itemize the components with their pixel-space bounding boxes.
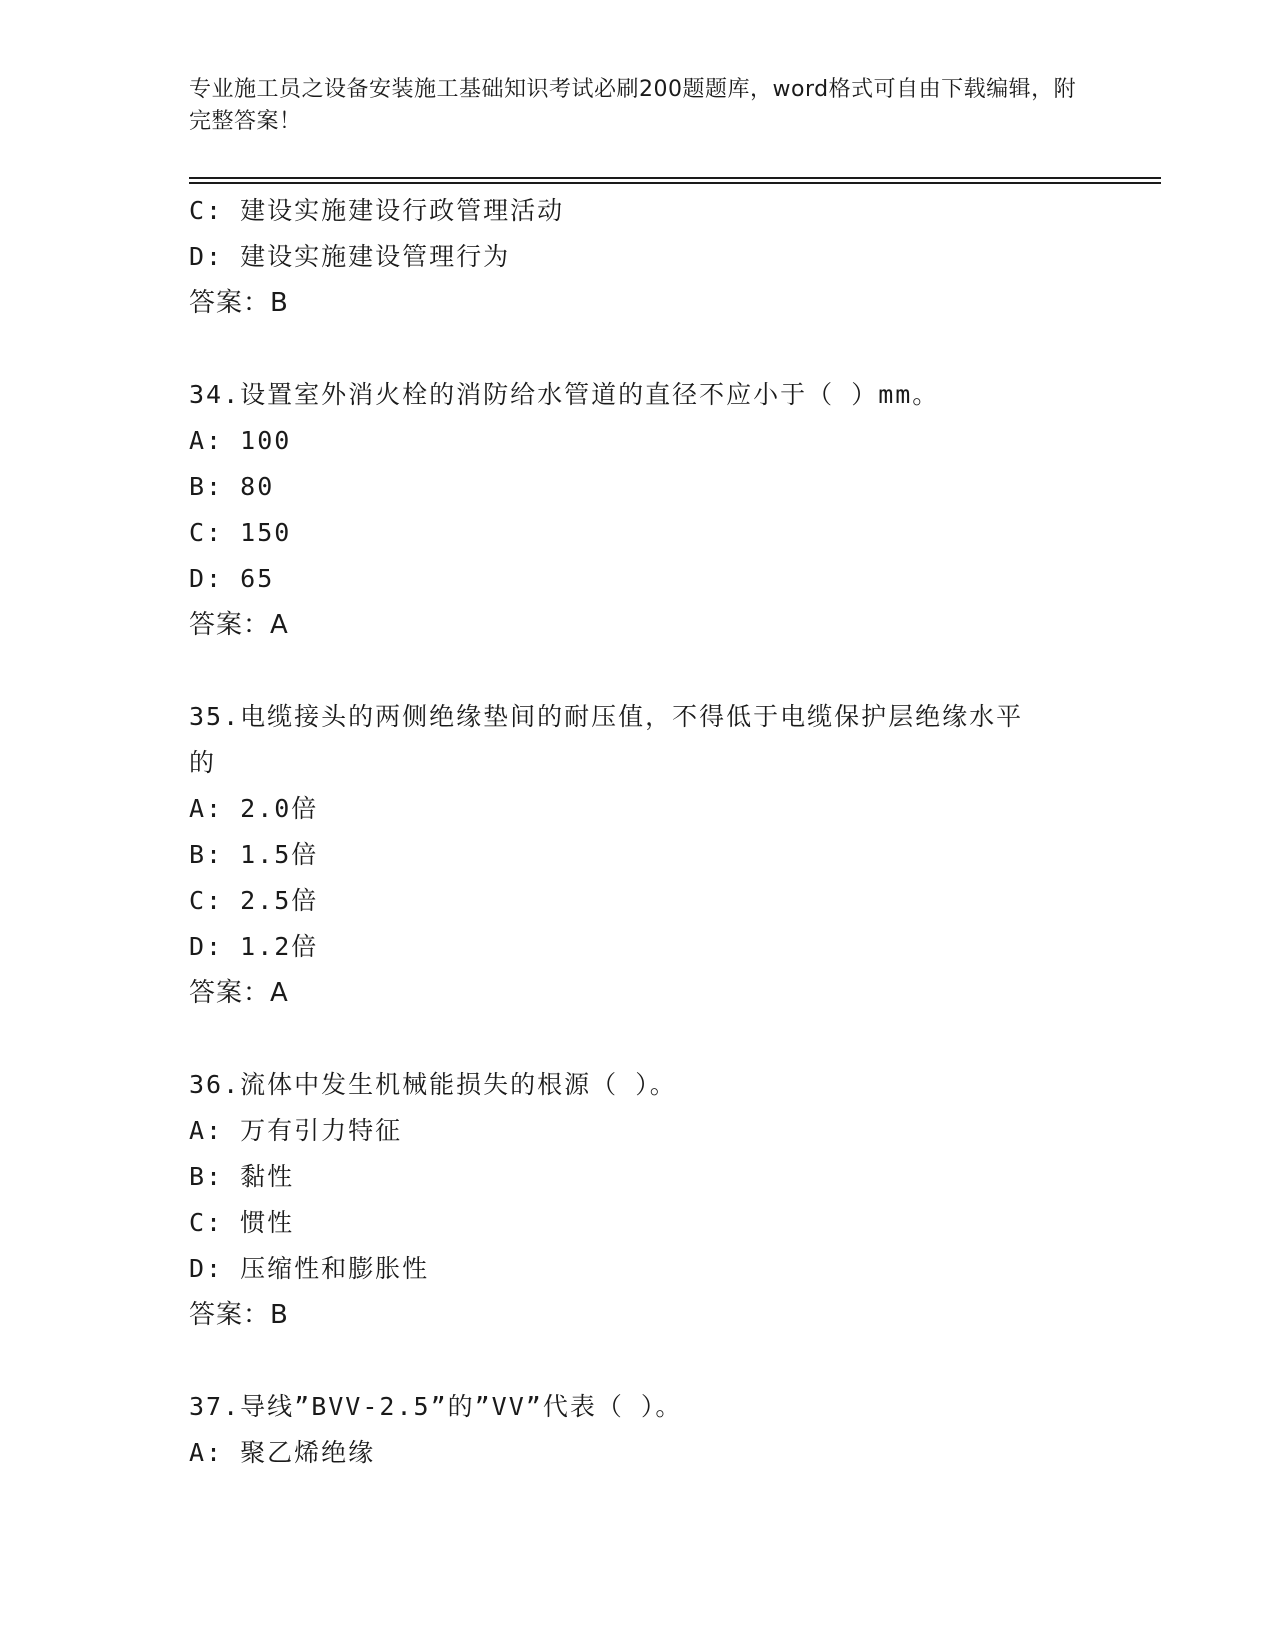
- question-stem: 34.设置室外消火栓的消防给水管道的直径不应小于（ ）mm。: [189, 380, 940, 409]
- header-divider-top: [189, 177, 1161, 179]
- option-d: D: 65: [189, 564, 275, 593]
- option-c: C: 惯性: [189, 1208, 295, 1237]
- document-header: [189, 74, 1089, 138]
- option-b: B: 80: [189, 472, 275, 501]
- option-b: B: 1.5倍: [189, 840, 319, 869]
- option-c: C: 建设实施建设行政管理活动: [189, 196, 565, 225]
- question-37: [189, 1384, 1109, 1476]
- spacer: [189, 648, 1109, 694]
- spacer: [189, 326, 1109, 372]
- option-a: A: 2.0倍: [189, 794, 319, 823]
- question-list: [189, 188, 1109, 1476]
- option-d: D: 1.2倍: [189, 932, 319, 961]
- question-34: [189, 372, 1109, 648]
- question-stem: 36.流体中发生机械能损失的根源（ ）。: [189, 1070, 677, 1099]
- question-stem: 37.导线”BVV-2.5”的”VV”代表（ ）。: [189, 1392, 683, 1421]
- option-a: A: 万有引力特征: [189, 1116, 403, 1145]
- option-c: C: 2.5倍: [189, 886, 319, 915]
- question-stem: 35.电缆接头的两侧绝缘垫间的耐压值，不得低于电缆保护层绝缘水平的: [189, 702, 1024, 777]
- option-d: D: 压缩性和膨胀性: [189, 1254, 430, 1283]
- question-36: [189, 1062, 1109, 1338]
- question-35: [189, 694, 1109, 1016]
- question-partial: [189, 188, 1109, 326]
- header-divider-bottom: [189, 182, 1161, 184]
- answer: 答案：B: [189, 288, 289, 318]
- spacer: [189, 1338, 1109, 1384]
- option-d: D: 建设实施建设管理行为: [189, 242, 511, 271]
- option-c: C: 150: [189, 518, 292, 547]
- spacer: [189, 1016, 1109, 1062]
- answer: 答案：A: [189, 978, 289, 1008]
- answer: 答案：B: [189, 1300, 289, 1330]
- option-a: A: 100: [189, 426, 292, 455]
- document-title: 专业施工员之设备安装施工基础知识考试必刷200题题库，word格式可自由下载编辑，附完整答案！: [189, 77, 1077, 134]
- option-a: A: 聚乙烯绝缘: [189, 1438, 376, 1467]
- option-b: B: 黏性: [189, 1162, 295, 1191]
- answer: 答案：A: [189, 610, 289, 640]
